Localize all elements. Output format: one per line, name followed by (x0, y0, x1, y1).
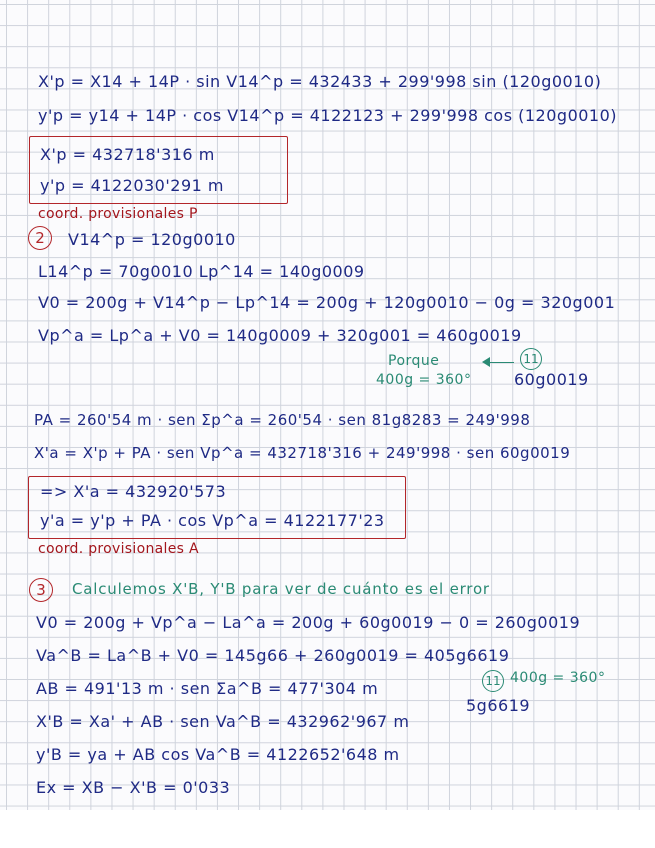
v14p-value: V14^p = 120g0010 (68, 230, 236, 249)
equation-yp: y'p = y14 + 14P · cos V14^p = 4122123 + 299'998 cos (120g0010) (38, 106, 618, 125)
v0-equation: V0 = 200g + V14^p − Lp^14 = 200g + 120g0010 − 0g = 320g001 (38, 293, 616, 312)
angles-line: L14^p = 70g0010 Lp^14 = 140g0009 (38, 262, 365, 281)
section-number-3: 3 (29, 578, 53, 602)
result-xa: => X'a = 432920'573 (40, 482, 227, 501)
note-400g-360-b: 400g = 360° (510, 670, 606, 686)
note-porque: Porque (388, 353, 440, 369)
note-400g-360: 400g = 360° (376, 372, 472, 388)
label-coord-p: coord. provisionales P (38, 206, 198, 222)
vab-equation: Va^B = La^B + V0 = 145g66 + 260g0019 = 405g6619 (36, 646, 510, 665)
section-number-2: 2 (28, 226, 52, 250)
ex-equation: Ex = XB − X'B = 0'033 (36, 778, 231, 797)
note-result-60g: 60g0019 (514, 370, 589, 389)
section3-intro: Calculemos X'B, Y'B para ver de cuánto es el error (72, 580, 490, 598)
vpa-equation: Vp^a = Lp^a + V0 = 140g0009 + 320g001 = 460g0019 (38, 326, 522, 345)
pa-equation: PA = 260'54 m · sen Σp^a = 260'54 · sen 81g8283 = 249'998 (34, 411, 531, 429)
v0-equation-3: V0 = 200g + Vp^a − La^a = 200g + 60g0019 − 0 = 260g0019 (36, 613, 581, 632)
note-result-5g: 5g6619 (466, 696, 531, 715)
xa-equation: X'a = X'p + PA · sen Vp^a = 432718'316 + 249'998 · sen 60g0019 (34, 444, 571, 462)
result-yp: y'p = 4122030'291 m (40, 176, 224, 195)
result-xp: X'p = 432718'316 m (40, 145, 215, 164)
label-coord-a: coord. provisionales A (38, 541, 199, 557)
note-arrow-icon (484, 362, 514, 363)
equation-xp: X'p = X14 + 14P · sin V14^p = 432433 + 299'998 sin (120g0010) (38, 72, 602, 91)
yb-equation: y'B = ya + AB cos Va^B = 4122652'648 m (36, 745, 400, 764)
note-symbol-11-b: 11 (482, 670, 504, 692)
note-symbol-11: 11 (520, 348, 542, 370)
xb-equation: X'B = Xa' + AB · sen Va^B = 432962'967 m (36, 712, 410, 731)
result-ya: y'a = y'p + PA · cos Vp^a = 4122177'23 (40, 511, 385, 530)
page-bottom-margin (0, 810, 655, 848)
ab-equation: AB = 491'13 m · sen Σa^B = 477'304 m (36, 679, 379, 698)
